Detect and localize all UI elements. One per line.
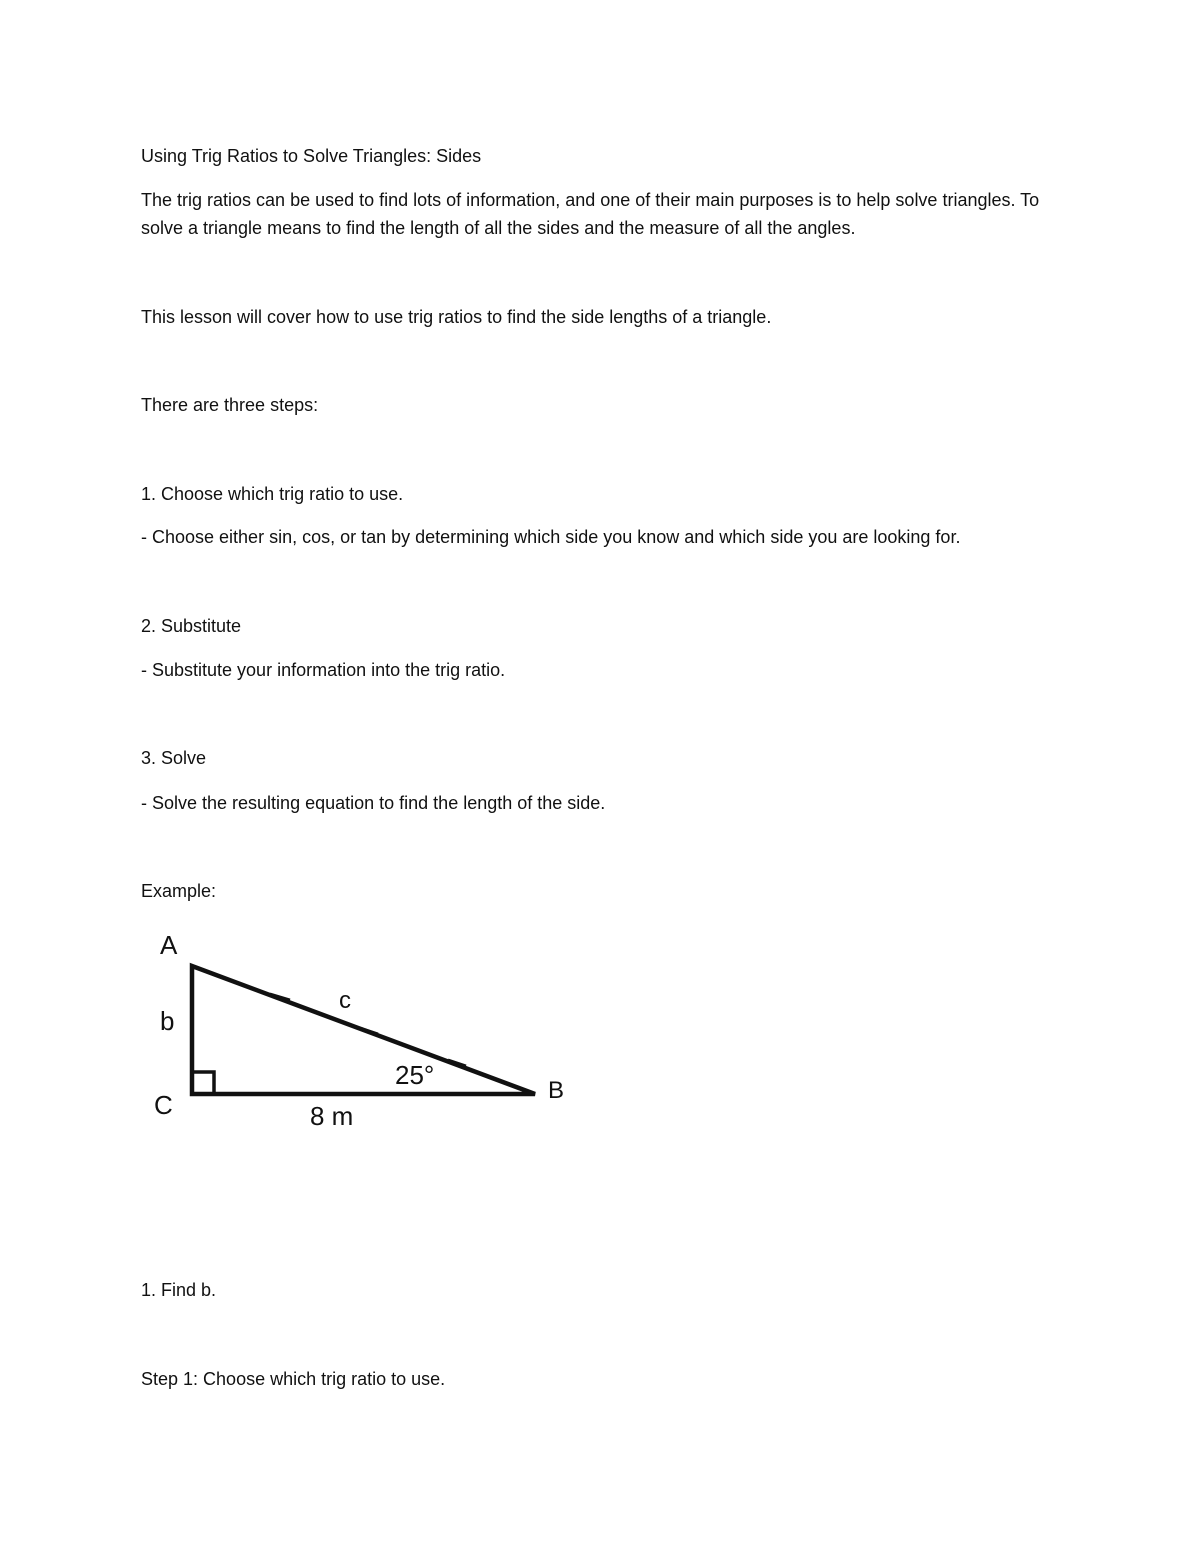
- vertex-b-label: B: [548, 1077, 565, 1104]
- side-b-label: b: [160, 1006, 175, 1036]
- page-title: Using Trig Ratios to Solve Triangles: Sides: [141, 146, 482, 166]
- steps-intro-text: There are three steps:: [141, 395, 319, 415]
- problem-text: 1. Find b.: [141, 1280, 217, 1300]
- lesson-scope-text: This lesson will cover how to use trig ratios to find the side lengths of a triangle.: [141, 307, 772, 327]
- side-c-label: c: [339, 987, 351, 1014]
- step-2-detail: - Substitute your information into the trig ratio.: [141, 660, 506, 680]
- step-1-heading: 1. Choose which trig ratio to use.: [141, 484, 404, 504]
- example-label: Example:: [141, 881, 217, 901]
- step-3-detail: - Solve the resulting equation to find the length of the side.: [141, 793, 606, 813]
- step-2-heading: 2. Substitute: [141, 616, 242, 636]
- step-1-detail: - Choose either sin, cos, or tan by determining which side you know and which side you are looking for.: [141, 527, 961, 547]
- vertex-c-label: C: [154, 1090, 173, 1120]
- step1-text: Step 1: Choose which trig ratio to use.: [141, 1369, 446, 1389]
- right-angle-marker: [192, 1072, 214, 1094]
- intro-paragraph: The trig ratios can be used to find lots of information, and one of their main purposes is to help solve triangles. To solve a triangle means to find the length of all the sides and the measure of all the angles.: [141, 190, 1040, 238]
- triangle-diagram: [140, 920, 580, 1140]
- side-a-label: 8 m: [310, 1101, 354, 1131]
- angle-b-label: 25°: [395, 1060, 435, 1090]
- vertex-a-label: A: [160, 930, 178, 960]
- step-3-heading: 3. Solve: [141, 748, 207, 768]
